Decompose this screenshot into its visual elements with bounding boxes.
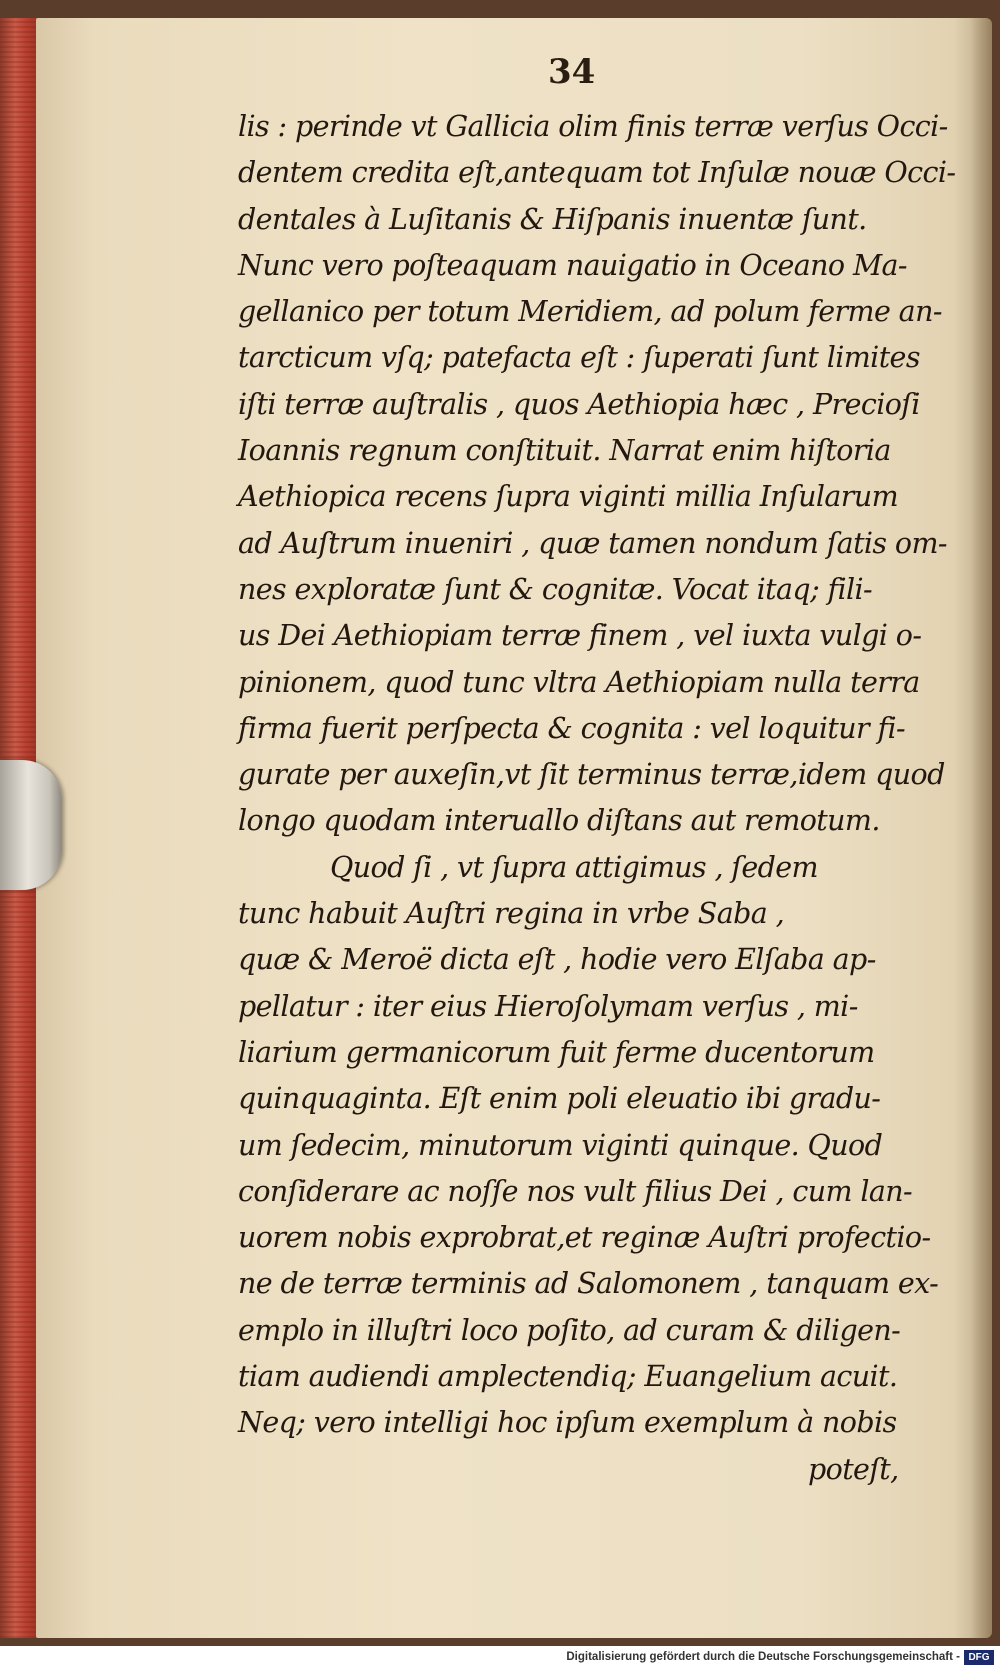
book-clasp (0, 760, 62, 890)
text-line: tunc habuit Auſtri regina in vrbe Saba , (238, 897, 785, 931)
text-line: iſti terræ auſtralis , quos Aethiopia hæc , Precioſi (238, 387, 920, 421)
text-line: dentem credita eſt,antequam tot Inſulæ nouæ Occi- (238, 156, 956, 190)
text-line: quæ & Meroë dicta eſt , hodie vero Elſaba ap- (238, 943, 876, 977)
text-line: quinquaginta. Eſt enim poli eleuatio ibi gradu- (238, 1082, 881, 1116)
text-line: emplo in illuſtri loco poſito, ad curam & diligen- (238, 1313, 901, 1347)
text-line: poteſt, (808, 1452, 899, 1486)
text-line: longo quodam interuallo diſtans aut remotum. (238, 804, 880, 838)
text-line: us Dei Aethiopiam terræ finem , vel iuxta vulgi o- (238, 619, 922, 653)
dfg-logo: DFG (964, 1650, 994, 1665)
text-line: uorem nobis exprobrat,et reginæ Auſtri profectio- (238, 1221, 931, 1255)
text-line: Aethiopica recens ſupra viginti millia Inſularum (238, 480, 899, 514)
text-line: Neq; vero intelligi hoc ipſum exemplum à nobis (238, 1406, 897, 1440)
text-line: firma fuerit perſpecta & cognita : vel loquitur fi- (238, 711, 905, 745)
text-line: tarcticum vſq; patefacta eſt : ſuperati ſunt limites (238, 341, 920, 375)
text-line: ne de terræ terminis ad Salomonem , tanquam ex- (238, 1267, 939, 1301)
text-line: gellanico per totum Meridiem, ad polum ferme an- (238, 295, 942, 329)
text-line: Quod ſi , vt ſupra attigimus , ſedem (330, 850, 818, 884)
text-line: pinionem, quod tunc vltra Aethiopiam nulla terra (238, 665, 920, 699)
text-line: gurate per auxeſin,vt ſit terminus terræ,idem quod (238, 758, 945, 792)
text-line: nes exploratæ ſunt & cognitæ. Vocat itaq; fili- (238, 572, 873, 606)
page-gutter-shadow (970, 18, 992, 1638)
text-line: dentales à Luſitanis & Hiſpanis inuentæ ſunt. (238, 202, 867, 236)
footer-credit: Digitalisierung gefördert durch die Deutsche Forschungsgemeinschaft - (566, 1651, 960, 1663)
text-line: Nunc vero poſteaquam nauigatio in Oceano Ma- (238, 248, 907, 282)
footer-bar (0, 1646, 1000, 1670)
text-line: liarium germanicorum fuit ferme ducentorum (238, 1035, 875, 1069)
text-line: pellatur : iter eius Hieroſolymam verſus , mi- (238, 989, 858, 1023)
text-line: Ioannis regnum conſtituit. Narrat enim hiſtoria (238, 434, 891, 468)
text-line: conſiderare ac noſſe nos vult filius Dei , cum lan- (238, 1174, 913, 1208)
text-line: um ſedecim, minutorum viginti quinque. Quod (238, 1128, 883, 1162)
text-line: tiam audiendi amplectendiq; Euangelium acuit. (238, 1360, 898, 1394)
page-number: 34 (548, 52, 596, 92)
body-text (238, 104, 956, 1493)
text-line: lis : perinde vt Gallicia olim finis terræ verſus Occi- (238, 110, 948, 143)
text-line: ad Auſtrum inueniri , quæ tamen nondum ſatis om- (238, 526, 947, 560)
